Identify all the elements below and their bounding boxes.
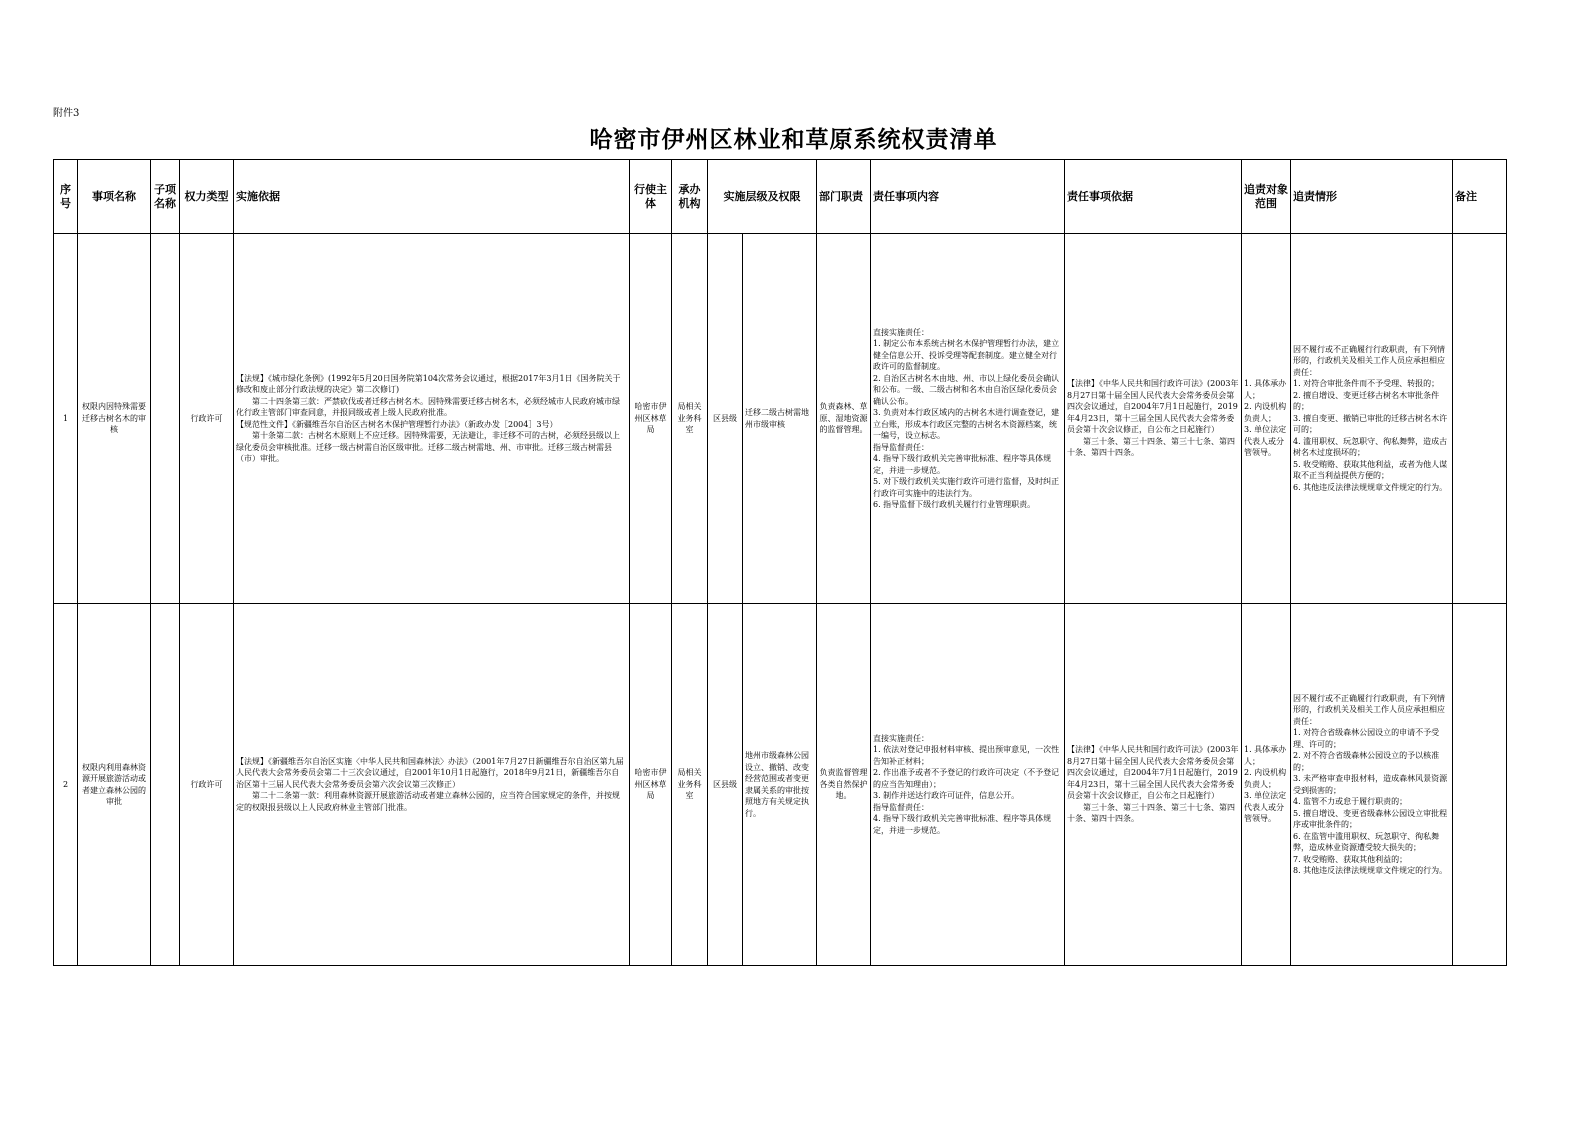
cell-resp-basis: 【法律】《中华人民共和国行政许可法》(2003年8月27日第十届全国人民代表大会常务委员会第四次会议通过，自2004年7月1日起施行，2019年4月23日，第十三届全国人民代表大会常务委员会第十次会议修正，自公布之日起施行） 第三十条、第三十四条、第三十七条、第四十条、第四十四条。 (1065, 604, 1242, 966)
header-seq: 序号 (54, 160, 78, 234)
cell-name: 权限内因特殊需要迁移古树名木的审核 (78, 234, 151, 604)
cell-remark (1453, 604, 1507, 966)
cell-level-detail: 地州市级森林公园设立、撤销、改变经营范围或者变更隶属关系的审批按照地方有关规定执行。 (743, 604, 817, 966)
cell-basis: 【法规】《城市绿化条例》(1992年5月20日国务院第104次常务会议通过，根据2017年3月1日《国务院关于修改和废止部分行政法规的决定》第二次修订) 第二十四条第三款：严禁砍伐或者迁移古树名木。因特殊需要迁移古树名木，必须经城市人民政府城市绿化行政主管部门审查同意，并报同级或者上级人民政府批准。 【规范性文件】《新疆维吾尔自治区古树名木保护管理暂行办法》（新政办发［2004］3号） 第十条第二款：古树名木原则上不应迁移。因特殊需要，无法避让，非迁移不可的古树，必须经县级以上绿化委员会审核批准。迁移一级古树需自治区级审批。迁移二级古树需地、州、市审批。迁移三级古树需县（市）审批。 (234, 234, 630, 604)
header-duty: 部门职责 (817, 160, 871, 234)
header-subject: 行使主体 (630, 160, 672, 234)
cell-basis: 【法规】《新疆维吾尔自治区实施〈中华人民共和国森林法〉办法》（2001年7月27日新疆维吾尔自治区第九届人民代表大会常务委员会第二十三次会议通过，自2001年10月1日起施行，2018年9月21日，新疆维吾尔自治区第十三届人民代表大会常务委员会第六次会议第三次修正） 第二十二条第一款：利用森林资源开展旅游活动或者建立森林公园的，应当符合国家规定的条件，并按规定的权限报县级以上人民政府林业主管部门批准。 (234, 604, 630, 966)
attachment-label: 附件3 (53, 108, 80, 119)
cell-type: 行政许可 (180, 234, 234, 604)
header-name: 事项名称 (78, 160, 151, 234)
page-title: 哈密市伊州区林业和草原系统权责清单 (589, 126, 998, 153)
header-type: 权力类型 (180, 160, 234, 234)
cell-situation: 因不履行或不正确履行行政职责，有下列情形的，行政机关及相关工作人员应承担相应责任： 1. 对符合省级森林公园设立的申请不予受理、许可的； 2. 对不符合省级森林公园设立的予以核准的； 3. 未严格审查申报材料，造成森林风景资源受到损害的； 4. 监管不力或怠于履行职责的； 5. 擅自增设、变更省级森林公园设立审批程序或审批条件的； 6. 在监管中滥用职权、玩忽职守、徇私舞弊，造成林业资源遭受较大损失的； 7. 收受贿赂、获取其他利益的； 8. 其他违反法律法规规章文件规定的行为。 (1291, 604, 1453, 966)
cell-level: 区县级 (708, 604, 743, 966)
header-basis: 实施依据 (234, 160, 630, 234)
cell-scope: 1. 具体承办人； 2. 内设机构负责人； 3. 单位法定代表人或分管领导。 (1242, 234, 1291, 604)
header-row (54, 160, 1507, 234)
cell-resp-basis: 【法律】《中华人民共和国行政许可法》(2003年8月27日第十届全国人民代表大会常务委员会第四次会议通过，自2004年7月1日起施行，2019年4月23日，第十三届全国人民代表大会常务委员会第十次会议修正，自公布之日起施行） 第三十条、第三十四条、第三十七条、第四十条、第四十四条。 (1065, 234, 1242, 604)
header-resp-basis: 责任事项依据 (1065, 160, 1242, 234)
responsibility-table (53, 159, 1507, 966)
cell-resp: 直接实施责任： 1. 依法对登记申报材料审核、提出预审意见，一次性告知补正材料； 2. 作出准予或者不予登记的行政许可决定（不予登记的应当告知理由）； 3. 制作并送达行政许可证件，信息公开。 指导监督责任： 4. 指导下级行政机关完善审批标准、程序等具体规定，并进一步规范。 (871, 604, 1065, 966)
header-situation: 追责情形 (1291, 160, 1453, 234)
cell-scope: 1. 具体承办人； 2. 内设机构负责人； 3. 单位法定代表人或分管领导。 (1242, 604, 1291, 966)
cell-duty: 负责森林、草原、湿地资源的监督管理。 (817, 234, 871, 604)
header-level: 实施层级及权限 (708, 160, 817, 234)
header-remark: 备注 (1453, 160, 1507, 234)
cell-office: 局相关业务科室 (672, 604, 708, 966)
cell-subject: 哈密市伊州区林草局 (630, 604, 672, 966)
cell-remark (1453, 234, 1507, 604)
header-resp: 责任事项内容 (871, 160, 1065, 234)
cell-office: 局相关业务科室 (672, 234, 708, 604)
cell-type: 行政许可 (180, 604, 234, 966)
table-row (54, 234, 1507, 604)
table-row (54, 604, 1507, 966)
cell-sub (151, 234, 180, 604)
header-office: 承办机构 (672, 160, 708, 234)
cell-seq: 1 (54, 234, 78, 604)
cell-situation: 因不履行或不正确履行行政职责，有下列情形的，行政机关及相关工作人员应承担相应责任： 1. 对符合审批条件而不予受理、转报的； 2. 擅自增设、变更迁移古树名木审批条件的； 3. 擅自变更、撤销已审批的迁移古树名木许可的； 4. 滥用职权、玩忽职守、徇私舞弊，造成古树名木过度损坏的； 5. 收受贿赂、获取其他利益，或者为他人谋取不正当利益提供方便的； 6. 其他违反法律法规规章文件规定的行为。 (1291, 234, 1453, 604)
header-sub: 子项名称 (151, 160, 180, 234)
cell-subject: 哈密市伊州区林草局 (630, 234, 672, 604)
cell-seq: 2 (54, 604, 78, 966)
cell-level: 区县级 (708, 234, 743, 604)
cell-level-detail: 迁移二级古树需地州市级审核 (743, 234, 817, 604)
cell-duty: 负责监督管理各类自然保护地。 (817, 604, 871, 966)
header-scope: 追责对象范围 (1242, 160, 1291, 234)
cell-name: 权限内利用森林资源开展旅游活动或者建立森林公园的审批 (78, 604, 151, 966)
cell-sub (151, 604, 180, 966)
cell-resp: 直接实施责任： 1. 制定公布本系统古树名木保护管理暂行办法，建立健全信息公开、投诉受理等配套制度。建立健全对行政许可的监督制度。 2. 自治区古树名木由地、州、市以上绿化委员会确认和公布。一级、二级古树和名木由自治区绿化委员会确认公布。 3. 负责对本行政区域内的古树名木进行调查登记，建立台账，形成本行政区完整的古树名木资源档案，统一编号，设立标志。 指导监督责任： 4. 指导下级行政机关完善审批标准、程序等具体规定，并进一步规范。 5. 对下级行政机关实施行政许可进行监督，及时纠正行政许可实施中的违法行为。 6. 指导监督下级行政机关履行行业管理职责。 (871, 234, 1065, 604)
